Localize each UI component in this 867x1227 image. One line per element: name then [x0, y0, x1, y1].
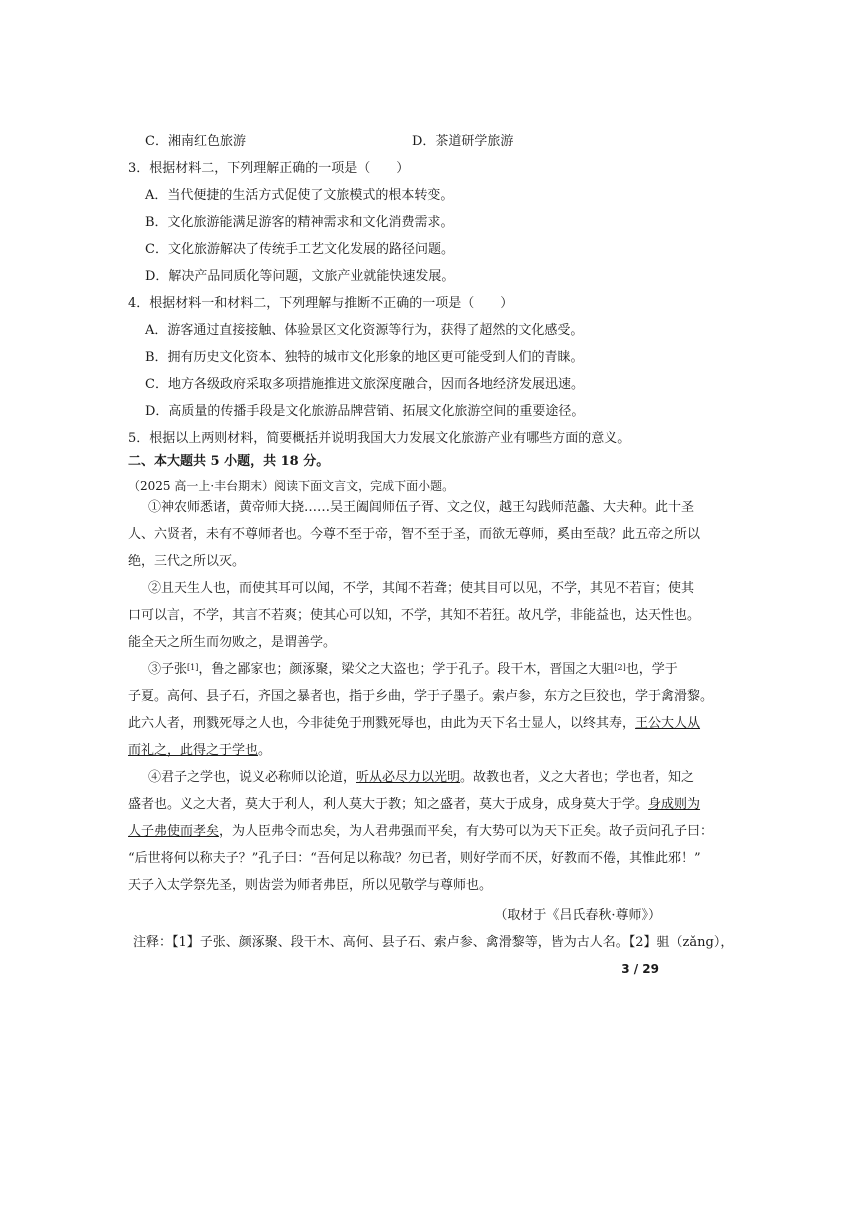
passage-source: （取材于《吕氏春秋·尊师》）	[494, 908, 661, 923]
passage-p3-line3	[128, 715, 700, 733]
p3-line1-part-b: ，鲁之鄙家也；颜涿聚，梁父之大盗也；学于孔子。段干木，晋国之大驵	[198, 662, 615, 677]
notes-line: 注释：【1】子张、颜涿聚、段干木、高何、县子石、索卢参、禽滑黎等，皆为古人名。【2】驵（zǎng），	[133, 935, 734, 950]
p3-underlined-sentence-start: 王公大人从	[635, 716, 701, 731]
q4-stem: 4．根据材料一和材料二，下列理解与推断不正确的一项是（ ）	[128, 296, 514, 311]
passage-p1-line1: ①神农师悉诸，黄帝师大挠……吴王阖闾师伍子胥、文之仪，越王勾践师范蠡、大夫种。此十圣	[148, 500, 695, 515]
passage-p2-line1: ②且天生人也，而使其耳可以闻，不学，其闻不若聋；使其目可以见，不学，其见不若盲；使其	[148, 581, 695, 596]
passage-p4-line2	[128, 796, 700, 814]
q2-option-c: C．湘南红色旅游	[145, 134, 246, 149]
p4-line1-part-b: 。故教也者，义之大者也；学也者，知之	[460, 770, 695, 785]
p4-line2-text: 盛者也。义之大者，莫大于利人，利人莫大于教；知之盛者，莫大于成身，成身莫大于学。	[128, 797, 649, 812]
passage-p1-line2: 人、六贤者，未有不尊师者也。今尊不至于帝，智不至于圣，而欲无尊师，奚由至哉？此五帝之所以	[128, 527, 701, 542]
p4-underlined-phrase: 听从必尽力以光明	[356, 770, 461, 785]
q4-option-b: B．拥有历史文化资本、独特的城市文化形象的地区更可能受到人们的青睐。	[145, 350, 584, 365]
p3-line3-text: 此六人者，刑戮死辱之人也，今非徒免于刑戮死辱也，由此为天下名士显人，以终其寿，	[128, 716, 636, 731]
p3-line1-part-c: 也，学于	[625, 662, 678, 677]
passage-p4-line4: “后世将何以称夫子？”孔子曰：“吾何足以称哉？勿已者，则好学而不厌，好教而不倦，其惟此邪！”	[128, 851, 701, 866]
q3-option-b: B．文化旅游能满足游客的精神需求和文化消费需求。	[145, 215, 454, 230]
passage-p3-line2: 子夏。高何、县子石，齐国之暴者也，指于乡曲，学于子墨子。索卢参，东方之巨狡也，学于禽滑黎。	[128, 689, 714, 704]
p4-line3-text: ，为人臣弗令而忠矣，为人君弗强而平矣，有大势可以为天下正矣。故子贡问孔子曰：	[219, 824, 714, 839]
p3-line4-end: 。	[258, 743, 272, 758]
q5-stem: 5．根据以上两则材料，简要概括并说明我国大力发展文化旅游产业有哪些方面的意义。	[128, 431, 631, 446]
section2-source-line: （2025 高一上·丰台期末）阅读下面文言文，完成下面小题。	[128, 479, 455, 493]
passage-p4-line3	[128, 823, 713, 841]
passage-p2-line3: 能全天之所生而勿败之，是谓善学。	[128, 635, 337, 650]
footnote-marker-1: [1]	[187, 663, 199, 672]
passage-p3-line4	[128, 742, 271, 760]
p3-underlined-sentence-end: 而礼之，此得之于学也	[128, 743, 259, 758]
q4-option-a: A．游客通过直接接触、体验景区文化资源等行为，获得了超然的文化感受。	[145, 323, 584, 338]
p3-line1-part-a: ③子张	[148, 662, 188, 677]
passage-p4-line1	[148, 769, 694, 787]
q4-option-c: C．地方各级政府采取多项措施推进文旅深度融合，因而各地经济发展迅速。	[145, 377, 584, 392]
q3-option-a: A．当代便捷的生活方式促使了文旅模式的根本转变。	[145, 188, 454, 203]
p4-line1-part-a: ④君子之学也，说义必称师以论道，	[148, 770, 357, 785]
page-number: 3 / 29	[621, 962, 659, 976]
section2-title: 二、本大题共 5 小题，共 18 分。	[128, 454, 330, 469]
p4-underlined-sentence-start: 身成则为	[648, 797, 701, 812]
passage-p2-line2: 口可以言，不学，其言不若爽；使其心可以知，不学，其知不若狂。故凡学，非能益也，达天性也。	[128, 608, 701, 623]
q3-stem: 3．根据材料二，下列理解正确的一项是（ ）	[128, 161, 410, 176]
q4-option-d: D．高质量的传播手段是文化旅游品牌营销、拓展文化旅游空间的重要途径。	[145, 404, 585, 419]
passage-p1-line3: 绝，三代之所以灭。	[128, 554, 246, 569]
p4-underlined-sentence-end: 人子弗使而孝矣	[128, 824, 220, 839]
q2-option-d: D．茶道研学旅游	[412, 134, 514, 149]
q3-option-d: D．解决产品同质化等问题，文旅产业就能快速发展。	[145, 269, 455, 284]
passage-p4-line5: 天子入太学祭先圣，则齿尝为师者弗臣，所以见敬学与尊师也。	[128, 878, 493, 893]
passage-p3-line1	[148, 661, 678, 679]
footnote-marker-2: [2]	[614, 663, 626, 672]
q3-option-c: C．文化旅游解决了传统手工艺文化发展的路径问题。	[145, 242, 454, 257]
